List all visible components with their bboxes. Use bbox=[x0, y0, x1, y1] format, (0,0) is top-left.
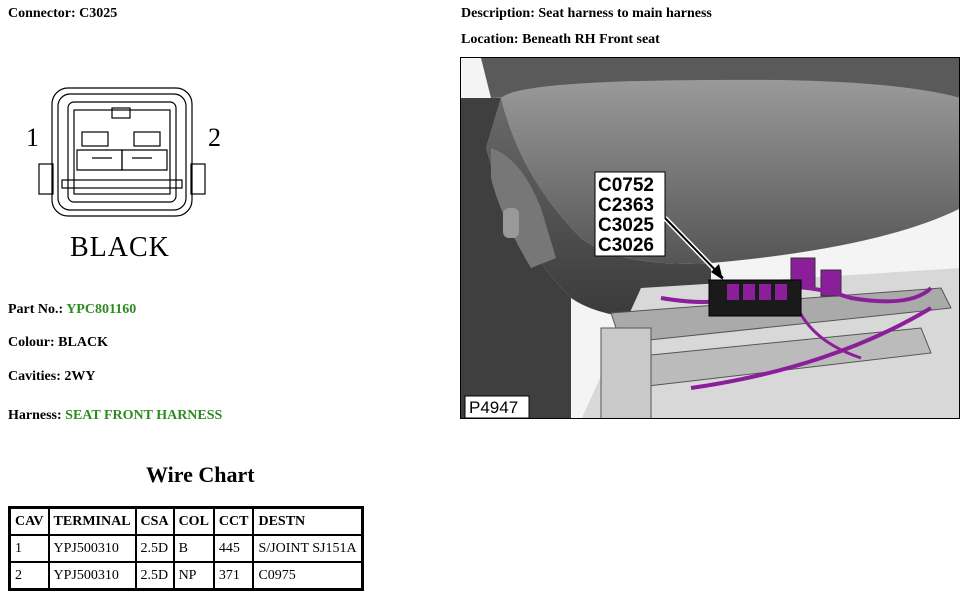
callout-c3026: C3026 bbox=[598, 235, 654, 256]
location-value: Beneath RH Front seat bbox=[522, 32, 660, 47]
col-cav-header: CAV bbox=[10, 508, 49, 536]
connector-heading bbox=[8, 6, 117, 22]
location-label: Location: bbox=[461, 32, 519, 47]
cavities-value: 2WY bbox=[64, 369, 96, 384]
part-number-row bbox=[8, 302, 136, 318]
colour-row bbox=[8, 335, 108, 351]
description-heading bbox=[461, 6, 712, 22]
cct-cell: 371 bbox=[214, 562, 254, 590]
terminal-cell: YPJ500310 bbox=[49, 535, 136, 562]
col-cct-header: CCT bbox=[214, 508, 254, 536]
destn-cell: C0975 bbox=[253, 562, 362, 590]
connector-location-illustration bbox=[460, 57, 960, 419]
csa-cell: 2.5D bbox=[136, 562, 174, 590]
colour-value: BLACK bbox=[58, 335, 108, 350]
wire-chart-table bbox=[8, 506, 364, 591]
cav-cell: 2 bbox=[10, 562, 49, 590]
wire-chart-title: Wire Chart bbox=[146, 462, 255, 487]
col-terminal-header: TERMINAL bbox=[49, 508, 136, 536]
connector-face-diagram bbox=[22, 80, 222, 270]
harness-link[interactable]: SEAT FRONT HARNESS bbox=[65, 408, 223, 423]
table-row bbox=[10, 562, 363, 590]
callout-c0752: C0752 bbox=[598, 175, 654, 196]
colour-label: Colour: bbox=[8, 335, 55, 350]
table-row bbox=[10, 535, 363, 562]
cavities-row bbox=[8, 369, 96, 385]
callout-c2363: C2363 bbox=[598, 195, 654, 216]
seat-illustration bbox=[461, 58, 960, 419]
col-col-header: COL bbox=[174, 508, 214, 536]
harness-label: Harness: bbox=[8, 408, 62, 423]
part-number-link[interactable]: YPC801160 bbox=[66, 302, 137, 317]
col-csa-header: CSA bbox=[136, 508, 174, 536]
pin-2-label: 2 bbox=[208, 123, 221, 152]
wire-chart-header-row bbox=[10, 508, 363, 536]
destn-cell: S/JOINT SJ151A bbox=[253, 535, 362, 562]
cct-cell: 445 bbox=[214, 535, 254, 562]
location-heading bbox=[461, 32, 660, 48]
connector-outline bbox=[39, 88, 205, 216]
callout-labels bbox=[598, 175, 654, 256]
description-value: Seat harness to main harness bbox=[538, 6, 712, 21]
callout-c3025: C3025 bbox=[598, 215, 654, 236]
connector-block bbox=[709, 280, 801, 316]
connector-label: Connector: bbox=[8, 6, 76, 21]
connector-colour-text: BLACK bbox=[70, 232, 170, 263]
col-destn-header: DESTN bbox=[253, 508, 362, 536]
connector-id: C3025 bbox=[79, 6, 118, 21]
col-cell: B bbox=[174, 535, 214, 562]
col-cell: NP bbox=[174, 562, 214, 590]
figure-id: P4947 bbox=[469, 398, 519, 417]
cavities-label: Cavities: bbox=[8, 369, 61, 384]
cav-cell: 1 bbox=[10, 535, 49, 562]
csa-cell: 2.5D bbox=[136, 535, 174, 562]
description-label: Description: bbox=[461, 6, 535, 21]
harness-row bbox=[8, 408, 222, 424]
terminal-cell: YPJ500310 bbox=[49, 562, 136, 590]
part-number-label: Part No.: bbox=[8, 302, 64, 317]
pin-1-label: 1 bbox=[26, 123, 39, 152]
